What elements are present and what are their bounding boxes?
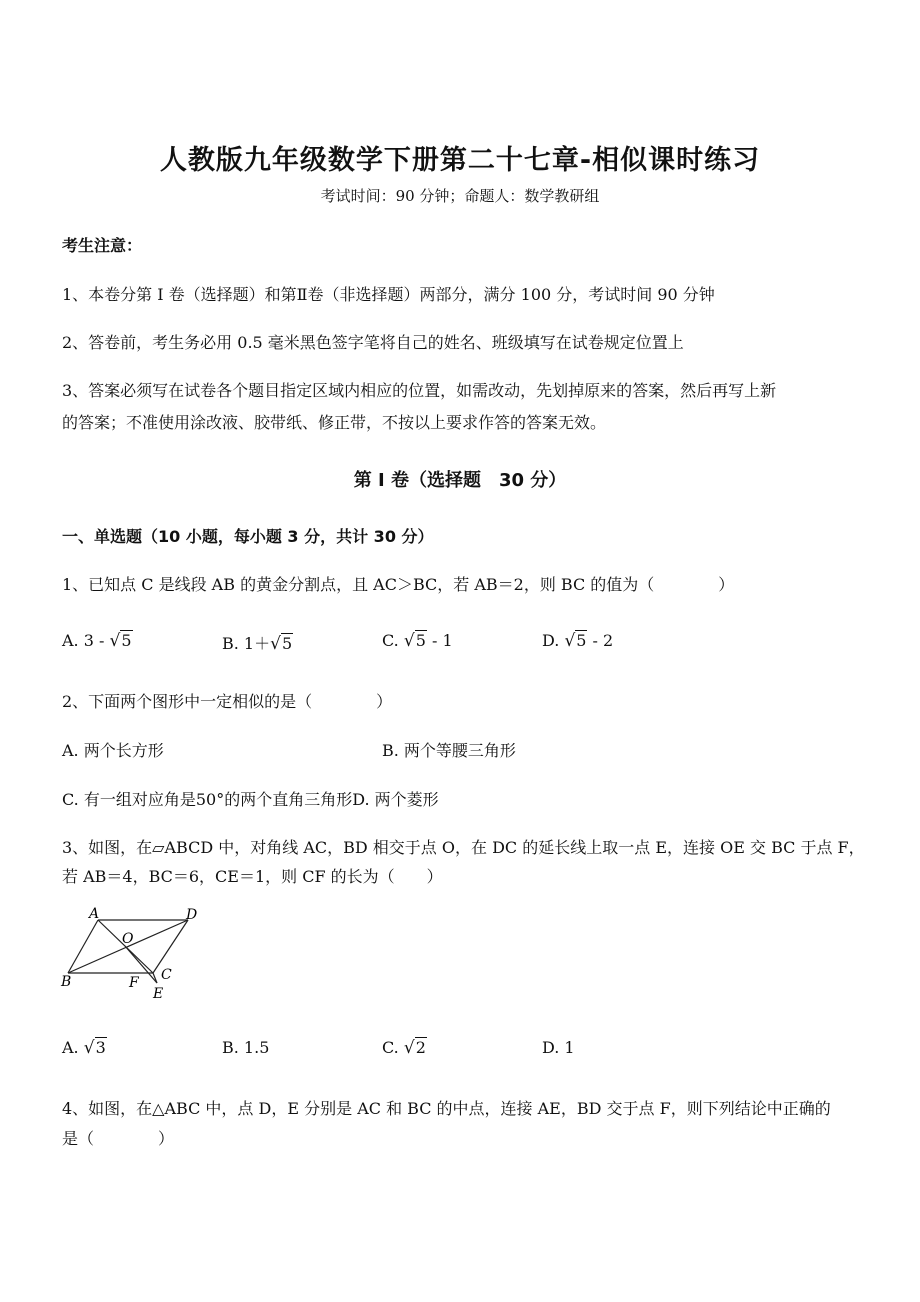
part-heading: 一、单选题（10 小题，每小题 3 分，共计 30 分） bbox=[62, 527, 434, 546]
label-E: E bbox=[153, 986, 164, 1002]
label-B: B bbox=[61, 974, 72, 990]
sqrt-symbol: √5 bbox=[564, 631, 587, 651]
q1-option-d: D. √5 - 2 bbox=[542, 631, 614, 651]
question-4-stem-line1: 4、如图，在△ABC 中，点 D，E 分别是 AC 和 BC 的中点，连接 AE，BD 交于点 F，则下列结论中正确的 bbox=[62, 1099, 831, 1118]
page-title: 人教版九年级数学下册第二十七章-相似课时练习 bbox=[159, 145, 761, 176]
q3-option-b: B. 1.5 bbox=[222, 1038, 270, 1057]
q3-option-c: C. √2 bbox=[382, 1038, 426, 1058]
q2-option-b: B. 两个等腰三角形 bbox=[382, 741, 516, 760]
section-title: 第 I 卷（选择题 30 分） bbox=[353, 470, 567, 491]
notice-item-2: 2、答卷前，考生务必用 0.5 毫米黑色签字笔将自己的姓名、班级填写在试卷规定位置上 bbox=[62, 333, 684, 352]
sqrt-symbol: √5 bbox=[403, 631, 426, 651]
notice-heading: 考生注意： bbox=[62, 236, 143, 255]
notice-item-3: 3、答案必须写在试卷各个题目指定区域内相应的位置，如需改动，先划掉原来的答案，然后再写上新 bbox=[62, 381, 777, 400]
question-3-stem-line1: 3、如图，在▱ABCD 中，对角线 AC，BD 相交于点 O，在 DC 的延长线上取一点 E，连接 OE 交 BC 于点 F， bbox=[62, 838, 865, 857]
sqrt-symbol: √2 bbox=[403, 1038, 426, 1058]
q1-option-a: A. 3 - √5 bbox=[62, 631, 132, 651]
sqrt-symbol: √3 bbox=[83, 1038, 106, 1058]
q1-option-c: C. √5 - 1 bbox=[382, 631, 453, 651]
segment-BA bbox=[68, 920, 98, 973]
question-2-stem: 2、下面两个图形中一定相似的是（ ） bbox=[62, 692, 393, 711]
q2-option-cd: C. 有一组对应角是50°的两个直角三角形D. 两个菱形 bbox=[62, 790, 439, 809]
question-3-stem-line2: 若 AB＝4，BC＝6，CE＝1，则 CF 的长为（ ） bbox=[62, 867, 443, 886]
q1-option-b: B. 1＋√5 bbox=[222, 634, 293, 654]
parallelogram-figure bbox=[58, 905, 208, 1005]
label-D: D bbox=[186, 907, 198, 923]
exam-info: 考试时间：90 分钟；命题人：数学教研组 bbox=[320, 187, 600, 205]
q2-option-a: A. 两个长方形 bbox=[62, 741, 164, 760]
q3-option-a: A. √3 bbox=[62, 1038, 106, 1058]
notice-item-1: 1、本卷分第 I 卷（选择题）和第Ⅱ卷（非选择题）两部分，满分 100 分，考试时间 90 分钟 bbox=[62, 285, 715, 304]
label-A: A bbox=[89, 906, 100, 922]
sqrt-symbol: √5 bbox=[109, 631, 132, 651]
q3-option-d: D. 1 bbox=[542, 1038, 575, 1057]
label-O: O bbox=[122, 931, 134, 947]
question-1-stem: 1、已知点 C 是线段 AB 的黄金分割点，且 AC＞BC，若 AB＝2，则 BC 的值为（ ） bbox=[62, 575, 735, 594]
notice-item-3-cont: 的答案；不准使用涂改液、胶带纸、修正带，不按以上要求作答的答案无效。 bbox=[62, 413, 607, 432]
label-C: C bbox=[161, 967, 172, 983]
sqrt-symbol: √5 bbox=[270, 634, 293, 654]
question-4-stem-line2: 是（ ） bbox=[62, 1129, 175, 1148]
label-F: F bbox=[129, 975, 139, 991]
